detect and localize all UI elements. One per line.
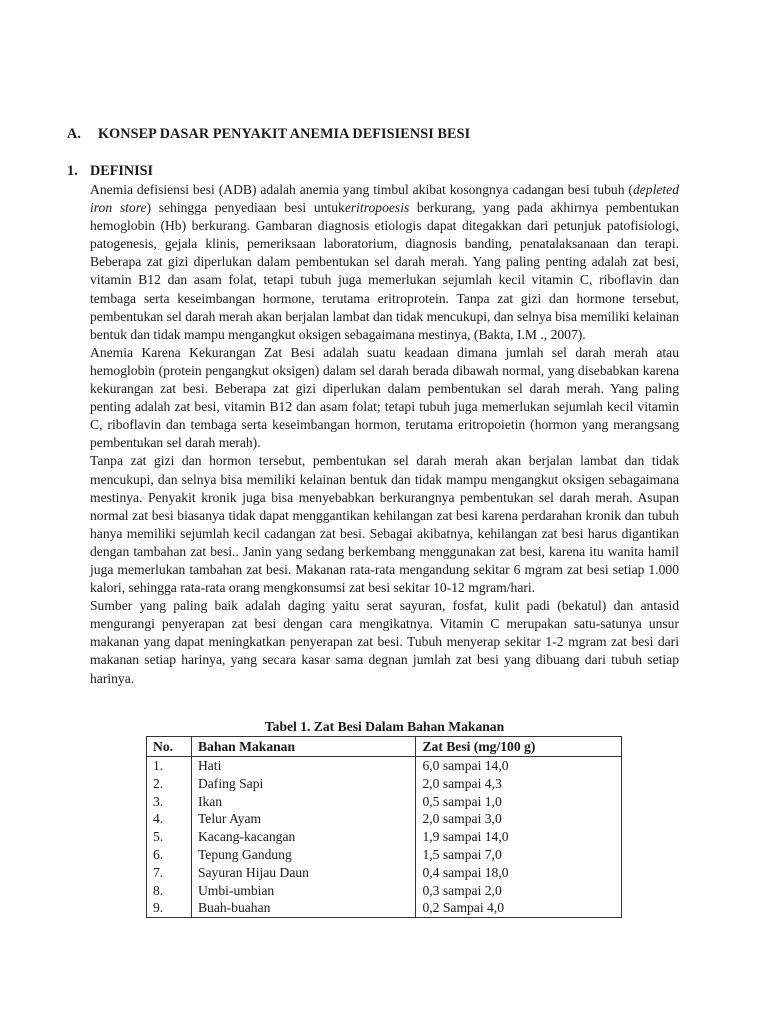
cell-iron: 1,9 sampai 14,0 xyxy=(416,828,622,846)
cell-iron: 0,4 sampai 18,0 xyxy=(416,864,622,882)
paragraph-1 xyxy=(90,181,679,344)
table-row xyxy=(147,846,622,864)
table-row xyxy=(147,775,622,793)
cell-no: 6. xyxy=(147,846,192,864)
header-no: No. xyxy=(147,737,192,757)
subsection-number: 1. xyxy=(67,163,78,179)
paragraph-1-text-c: berkurang, yang pada akhirnya pembentukan hemoglobin (Hb) berkurang. Gambaran diagnosis etiologis dapat ditegakkan dari petunjuk patofisiologi, patogenesis, gejala klinis, pemeriksaan laboratorium, diagnosis banding, penatalaksanaan dan terapi. Beberapa zat gizi diperlukan dalam pembentukan sel darah merah. Yang paling penting adalah zat besi, vitamin B12 dan asam folat, tetapi tubuh juga memerlukan sejumlah kecil vitamin C, riboflavin dan tembaga serta keseimbangan hormone, terutama eritroprotein. Tanpa zat gizi dan hormone tersebut, pembentukan sel darah merah akan berjalan lambat dan tidak mencukupi, dan selnya bisa memiliki kelainan bentuk dan tidak mampu mengangkut oksigen sebagaimana mestinya, (Bakta, I.M ., 2007). xyxy=(90,200,679,342)
subsection-title: DEFINISI xyxy=(90,163,154,179)
paragraph-1-text-a: Anemia defisiensi besi (ADB) adalah anemia yang timbul akibat kosongnya cadangan besi tubuh ( xyxy=(90,182,633,197)
header-bahan-makanan: Bahan Makanan xyxy=(191,737,416,757)
table-caption: Tabel 1. Zat Besi Dalam Bahan Makanan xyxy=(264,719,505,734)
cell-no: 9. xyxy=(147,899,192,917)
cell-iron: 0,2 Sampai 4,0 xyxy=(416,899,622,917)
paragraph-2: Anemia Karena Kekurangan Zat Besi adalah suatu keadaan dimana jumlah sel darah merah atau hemoglobin (protein pengangkut oksigen) dalam sel darah berada dibawah normal, yang disebabkan karena kekurangan zat besi. Beberapa zat gizi diperlukan dalam pembentukan sel darah merah. Yang paling penting adalah zat besi, vitamin B12 dan asam folat; tetapi tubuh juga memerlukan sejumlah kecil vitamin C, riboflavin dan tembaga serta keseimbangan hormon, terutama eritropoietin (hormon yang merangsang pembentukan sel darah merah). xyxy=(90,344,679,451)
cell-iron: 6,0 sampai 14,0 xyxy=(416,757,622,775)
cell-food: Hati xyxy=(191,757,416,775)
definition-body xyxy=(90,181,679,688)
table-row xyxy=(147,757,622,775)
cell-no: 5. xyxy=(147,828,192,846)
section-number: A. xyxy=(67,126,81,142)
paragraph-4: Sumber yang paling baik adalah daging yaitu serat sayuran, fosfat, kulit padi (bekatul) dan antasid mengurangi penyerapan zat besi dengan cara mengikatnya. Vitamin C merupakan satu-satunya unsur makanan yang dapat meningkatkan penyerapan zat besi. Tubuh menyerap sekitar 1-2 mgram zat besi dari makanan setiap harinya, yang secara kasar sama degnan jumlah zat besi yang dibuang dari tubuh setiap harinya. xyxy=(90,598,679,686)
cell-iron: 0,3 sampai 2,0 xyxy=(416,882,622,900)
cell-iron: 2,0 sampai 3,0 xyxy=(416,810,622,828)
header-zat-besi: Zat Besi (mg/100 g) xyxy=(416,737,622,757)
iron-content-table xyxy=(146,736,622,918)
table-row xyxy=(147,899,622,917)
cell-iron: 1,5 sampai 7,0 xyxy=(416,846,622,864)
cell-food: Sayuran Hijau Daun xyxy=(191,864,416,882)
cell-food: Telur Ayam xyxy=(191,810,416,828)
cell-no: 4. xyxy=(147,810,192,828)
cell-food: Buah-buahan xyxy=(191,899,416,917)
cell-food: Umbi-umbian xyxy=(191,882,416,900)
cell-no: 1. xyxy=(147,757,192,775)
section-title: KONSEP DASAR PENYAKIT ANEMIA DEFISIENSI BESI xyxy=(98,126,471,142)
paragraph-1-text-b: ) sehingga penyediaan besi untuk xyxy=(146,200,345,216)
cell-food: Tepung Gandung xyxy=(191,846,416,864)
paragraph-1-italic-term-2: eritropoesis xyxy=(344,200,410,216)
cell-iron: 0,5 sampai 1,0 xyxy=(416,793,622,811)
table-row xyxy=(147,793,622,811)
cell-no: 7. xyxy=(147,864,192,882)
table-row xyxy=(147,810,622,828)
table-header-row xyxy=(147,737,622,757)
cell-no: 8. xyxy=(147,882,192,900)
cell-iron: 2,0 sampai 4,3 xyxy=(416,775,622,793)
table-row xyxy=(147,864,622,882)
cell-food: Dafing Sapi xyxy=(191,775,416,793)
cell-food: Ikan xyxy=(191,793,416,811)
paragraph-3: Tanpa zat gizi dan hormon tersebut, pembentukan sel darah merah akan berjalan lambat dan tidak mencukupi, dan selnya bisa memiliki kelainan bentuk dan tidak mampu mengangkut oksigen sebagaimana mestinya. Penyakit kronik juga bisa menyebabkan berkurangnya pembentukan sel darah merah. Asupan normal zat besi biasanya tidak dapat menggantikan kehilangan zat besi karena perdarahan kronik dan tubuh hanya memiliki sejumlah kecil cadangan zat besi. Sebagai akibatnya, kehilangan zat besi harus digantikan dengan tambahan zat besi.. Janin yang sedang berkembang menggunakan zat besi, karena itu wanita hamil juga memerlukan tambahan zat besi. Makanan rata-rata mengandung sekitar 6 mgram zat besi setiap 1.000 kalori, sehingga rata-rata orang mengkonsumsi zat besi sekitar 10-12 mgram/hari. xyxy=(90,453,679,596)
table-row xyxy=(147,882,622,900)
cell-no: 2. xyxy=(147,775,192,793)
cell-food: Kacang-kacangan xyxy=(191,828,416,846)
cell-no: 3. xyxy=(147,793,192,811)
table-row xyxy=(147,828,622,846)
subsection-heading xyxy=(67,163,153,180)
section-heading xyxy=(67,126,470,143)
paragraph-1-italic-term-1: depleted iron store xyxy=(90,182,679,216)
